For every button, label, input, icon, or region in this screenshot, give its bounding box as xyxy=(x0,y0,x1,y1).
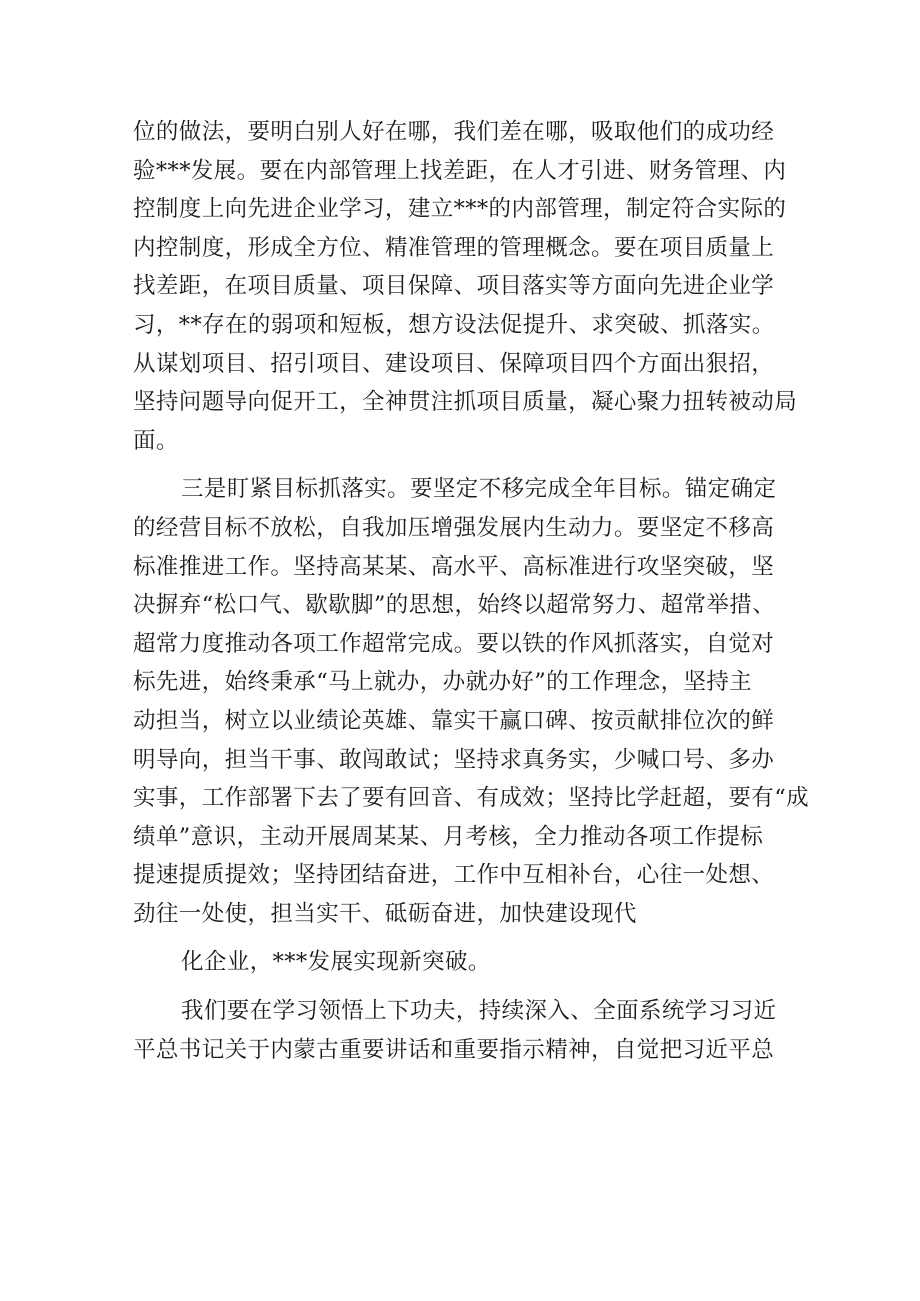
text-line: 绩单”意识，主动开展周某某、月考核，全力推动各项工作提标 xyxy=(133,823,764,850)
text-line: 提速提质提效；坚持团结奋进，工作中互相补台，心往一处想、 xyxy=(133,862,775,889)
text-line: 的经营目标不放松，自我加压增强发展内生动力。要坚定不移高 xyxy=(133,514,775,541)
text-line: 坚持问题导向促开工，全神贯注抓项目质量，凝心聚力扭转被动局 xyxy=(133,389,798,416)
text-line: 动担当，树立以业绩论英雄、靠实干赢口碑、按贡献排位次的鲜 xyxy=(133,707,775,734)
text-line: 劲往一处使，担当实干、砥砺奋进，加快建设现代 xyxy=(133,900,637,927)
text-line: 控制度上向先进企业学习，建立***的内部管理，制定符合实际的 xyxy=(133,196,787,223)
text-line: 实事，工作部署下去了要有回音、有成效；坚持比学赶超，要有“成 xyxy=(133,785,810,812)
text-line: 标准推进工作。坚持高某某、高水平、高标准进行攻坚突破，坚 xyxy=(133,553,775,580)
paragraph-start-line: 我们要在学习领悟上下功夫，持续深入、全面系统学习习近 xyxy=(181,998,777,1025)
text-line: 平总书记关于内蒙古重要讲话和重要指示精神，自觉把习近平总 xyxy=(133,1036,775,1063)
text-line: 明导向，担当干事、敢闯敢试；坚持求真务实，少喊口号、多办 xyxy=(133,746,775,773)
text-line: 找差距，在项目质量、项目保障、项目落实等方面向先进企业学 xyxy=(133,273,775,300)
text-line: 面。 xyxy=(133,427,179,454)
text-line: 超常力度推动各项工作超常完成。要以铁的作风抓落实，自觉对 xyxy=(133,630,775,657)
text-line: 从谋划项目、招引项目、建设项目、保障项目四个方面出狠招， xyxy=(133,350,775,377)
text-line: 决摒弃“松口气、歇歇脚”的思想，始终以超常努力、超常举措、 xyxy=(133,592,776,619)
text-line: 位的做法，要明白别人好在哪，我们差在哪，吸取他们的成功经 xyxy=(133,119,775,145)
paragraph-start-line: 三是盯紧目标抓落实。要坚定不移完成全年目标。锚定确定 xyxy=(181,476,777,503)
text-line: 标先进，始终秉承“马上就办，办就办好”的工作理念，坚持主 xyxy=(133,669,753,696)
text-line: 验***发展。要在内部管理上找差距，在人才引进、财务管理、内 xyxy=(133,157,787,184)
body-text xyxy=(133,113,813,1069)
text-line: 习，**存在的弱项和短板，想方设法促提升、求突破、抓落实。 xyxy=(133,311,775,338)
text-line: 内控制度，形成全方位、精准管理的管理概念。要在项目质量上 xyxy=(133,234,775,261)
paragraph-start-line: 化企业，***发展实现新突破。 xyxy=(181,949,491,976)
